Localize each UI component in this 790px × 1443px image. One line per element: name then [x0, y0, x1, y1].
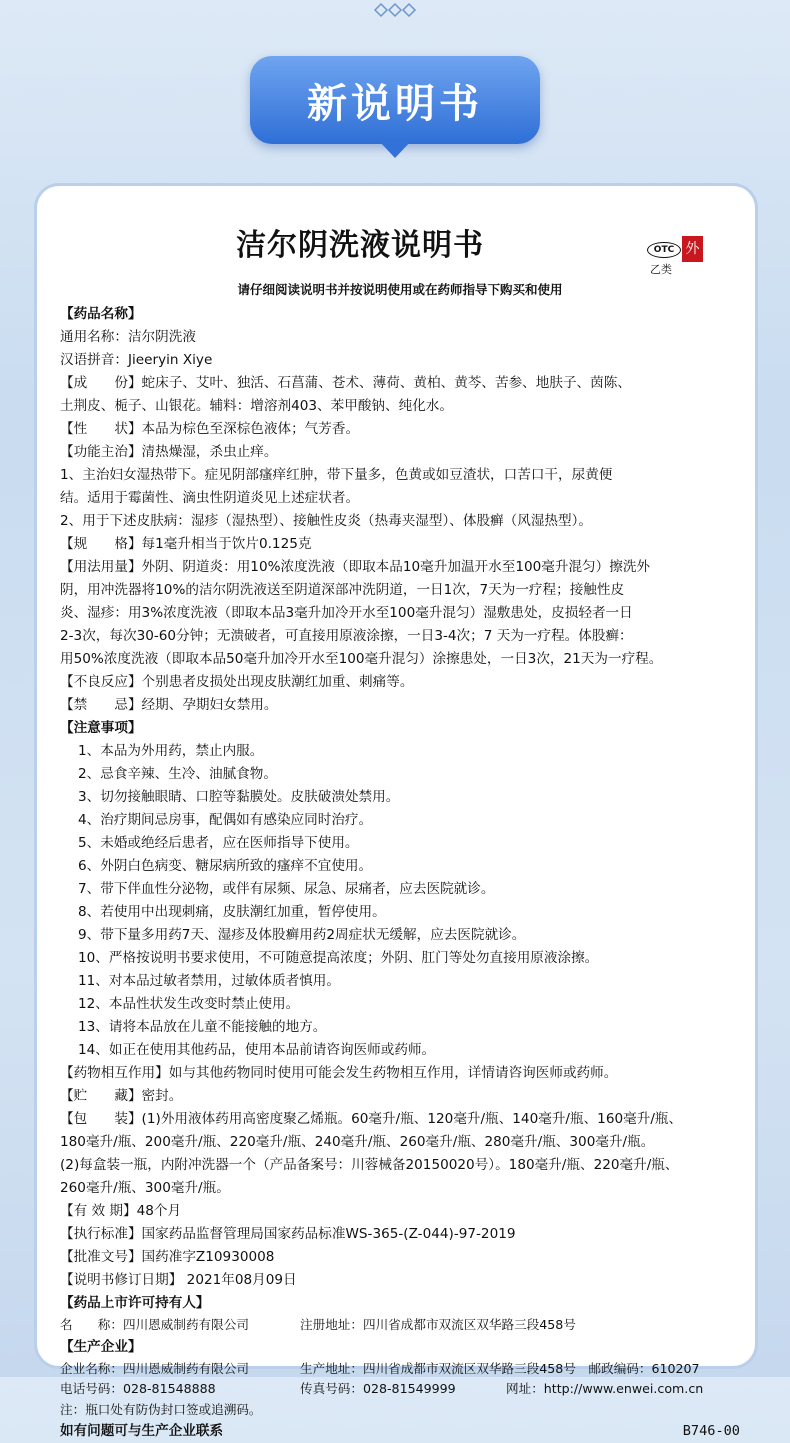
text-line: 【功能主治】清热燥湿，杀虫止痒。 [60, 444, 278, 460]
caution-item: 9、带下量多用药7天、湿疹及体股癣用药2周症状无缓解，应去医院就诊。 [78, 927, 526, 943]
text-line: 【执行标准】国家药品监督管理局国家药品标准WS-365-(Z-044)-97-2019 [60, 1226, 516, 1242]
text-line: 180毫升/瓶、200毫升/瓶、220毫升/瓶、240毫升/瓶、260毫升/瓶、280毫升/瓶、300毫升/瓶。 [60, 1134, 655, 1150]
text-line: 阴，用冲洗器将10%的洁尔阴洗液送至阴道深部冲洗阴道，一日1次，7天为一疗程；接触性皮 [60, 582, 625, 598]
footer-row [60, 1420, 740, 1443]
top-ornament-icon [372, 2, 418, 18]
otc-class-label: 乙类 [650, 263, 672, 276]
text-line: 1、主治妇女湿热带下。症见阴部瘙痒红肿，带下量多，色黄或如豆渣状，口苦口干，尿黄便 [60, 467, 613, 483]
section-heading: 【注意事项】 [60, 720, 142, 736]
section-heading: 【生产企业】 [60, 1338, 142, 1355]
usage-notice: 请仔细阅读说明书并按说明使用或在药师指导下购买和使用 [237, 282, 563, 297]
text-line: 【用法用量】外阴、阴道炎：用10%浓度洗液（即取本品10毫升加温开水至100毫升混匀）擦洗外 [60, 559, 651, 575]
caution-item: 13、请将本品放在儿童不能接触的地方。 [78, 1019, 327, 1035]
producer-row-2 [60, 1379, 740, 1400]
text-line: 【有 效 期】48个月 [60, 1203, 182, 1219]
text-line: 【药物相互作用】如与其他药物同时使用可能会发生药物相互作用，详情请咨询医师或药师。 [60, 1065, 618, 1081]
caution-item: 4、治疗期间忌房事，配偶如有感染应同时治疗。 [78, 812, 373, 828]
caution-list [60, 740, 740, 1062]
holder-name: 名 称：四川恩威制药有限公司 [60, 1317, 249, 1332]
leaflet-body [60, 303, 740, 1443]
caution-item: 11、对本品过敏者禁用，过敏体质者慎用。 [78, 973, 340, 989]
external-use-badge: 外 [682, 236, 703, 262]
text-line: 【成 份】蛇床子、艾叶、独活、石菖蒲、苍术、薄荷、黄柏、黄芩、苦参、地肤子、茵陈、 [60, 375, 631, 391]
doc-title: 洁尔阴洗液说明书 [236, 228, 484, 263]
text-line: 炎、湿疹：用3%浓度洗液（即取本品3毫升加冷开水至100毫升混匀）湿敷患处，皮损轻者一日 [60, 605, 633, 621]
text-line: 用50%浓度洗液（即取本品50毫升加冷开水至100毫升混匀）涂擦患处，一日3次，21天为一疗程。 [60, 651, 663, 667]
caution-item: 6、外阴白色病变、糖尿病所致的瘙痒不宜使用。 [78, 858, 373, 874]
caution-item: 5、未婚或绝经后患者，应在医师指导下使用。 [78, 835, 359, 851]
caution-item: 8、若使用中出现刺痛，皮肤潮红加重，暂停使用。 [78, 904, 386, 920]
text-line: 汉语拼音：Jieeryin Xiye [60, 352, 213, 368]
text-line: 2、用于下述皮肤病：湿疹（湿热型）、接触性皮炎（热毒夹湿型）、体股癣（风湿热型）。 [60, 513, 592, 529]
leaflet-document [60, 228, 740, 1443]
section-heading: 【药品上市许可持有人】 [60, 1295, 210, 1311]
text-line: 【规 格】每1毫升相当于饮片0.125克 [60, 536, 312, 552]
producer-address: 生产地址：四川省成都市双流区双华路三段458号 邮政编码：610207 [300, 1360, 700, 1376]
document-code: B746-00 [682, 1423, 740, 1439]
text-line: 通用名称：洁尔阴洗液 [60, 329, 196, 345]
banner-title: 新说明书 [307, 80, 483, 127]
text-line: 【说明书修订日期】 2021年08月09日 [60, 1272, 297, 1288]
banner-pointer [378, 140, 412, 158]
text-line: 【禁 忌】经期、孕期妇女禁用。 [60, 697, 278, 713]
banner [250, 56, 540, 144]
caution-item: 2、忌食辛辣、生冷、油腻食物。 [78, 766, 277, 782]
caution-item: 1、本品为外用药，禁止内服。 [78, 743, 264, 759]
text-line: 【性 状】本品为棕色至深棕色液体；气芳香。 [60, 421, 360, 437]
text-line: 土荆皮、栀子、山银花。辅料：增溶剂403、苯甲酸钠、纯化水。 [60, 398, 453, 414]
caution-item: 14、如正在使用其他药品，使用本品前请咨询医师或药师。 [78, 1042, 436, 1058]
producer-fax-web: 传真号码：028-81549999 网址：http://www.enwei.com.cn [300, 1381, 704, 1396]
text-line: (2)每盒装一瓶，内附冲洗器一个（产品备案号：川蓉械备20150020号）。180毫升/瓶、220毫升/瓶、 [60, 1157, 679, 1173]
caution-item: 7、带下伴血性分泌物，或伴有尿频、尿急、尿痛者，应去医院就诊。 [78, 881, 495, 897]
section-heading: 【药品名称】 [60, 306, 142, 322]
text-line: 2-3次，每次30-60分钟；无溃破者，可直接用原液涂擦，一日3-4次；7 天为一疗程。体股癣： [60, 628, 633, 644]
producer-name: 企业名称：四川恩威制药有限公司 [60, 1360, 249, 1376]
holder-address: 注册地址：四川省成都市双流区双华路三段458号 [300, 1317, 576, 1332]
text-line: 结。适用于霉菌性、滴虫性阴道炎见上述症状者。 [60, 490, 360, 506]
text-line: 260毫升/瓶、300毫升/瓶。 [60, 1180, 230, 1196]
contact-note: 如有问题可与生产企业联系 [60, 1423, 224, 1439]
anti-counterfeit-note: 注：瓶口处有防伪封口签或追溯码。 [60, 1401, 262, 1417]
caution-item: 3、切勿接触眼睛、口腔等黏膜处。皮肤破溃处禁用。 [78, 789, 400, 805]
producer-phone: 电话号码：028-81548888 [60, 1381, 216, 1396]
text-line: 【批准文号】国药准字Z10930008 [60, 1249, 275, 1265]
text-line: 【包 装】(1)外用液体药用高密度聚乙烯瓶。60毫升/瓶、120毫升/瓶、140毫升/瓶、160毫升/瓶、 [60, 1111, 683, 1127]
otc-badge: OTC [647, 242, 681, 258]
holder-row [60, 1315, 740, 1336]
caution-item: 12、本品性状发生改变时禁止使用。 [78, 996, 300, 1012]
text-line: 【不良反应】个别患者皮损处出现皮肤潮红加重、刺痛等。 [60, 674, 414, 690]
title-row [60, 228, 740, 286]
text-line: 【贮 藏】密封。 [60, 1088, 183, 1104]
caution-item: 10、严格按说明书要求使用，不可随意提高浓度；外阴、肛门等处勿直接用原液涂擦。 [78, 950, 599, 966]
producer-row-1 [60, 1359, 740, 1380]
